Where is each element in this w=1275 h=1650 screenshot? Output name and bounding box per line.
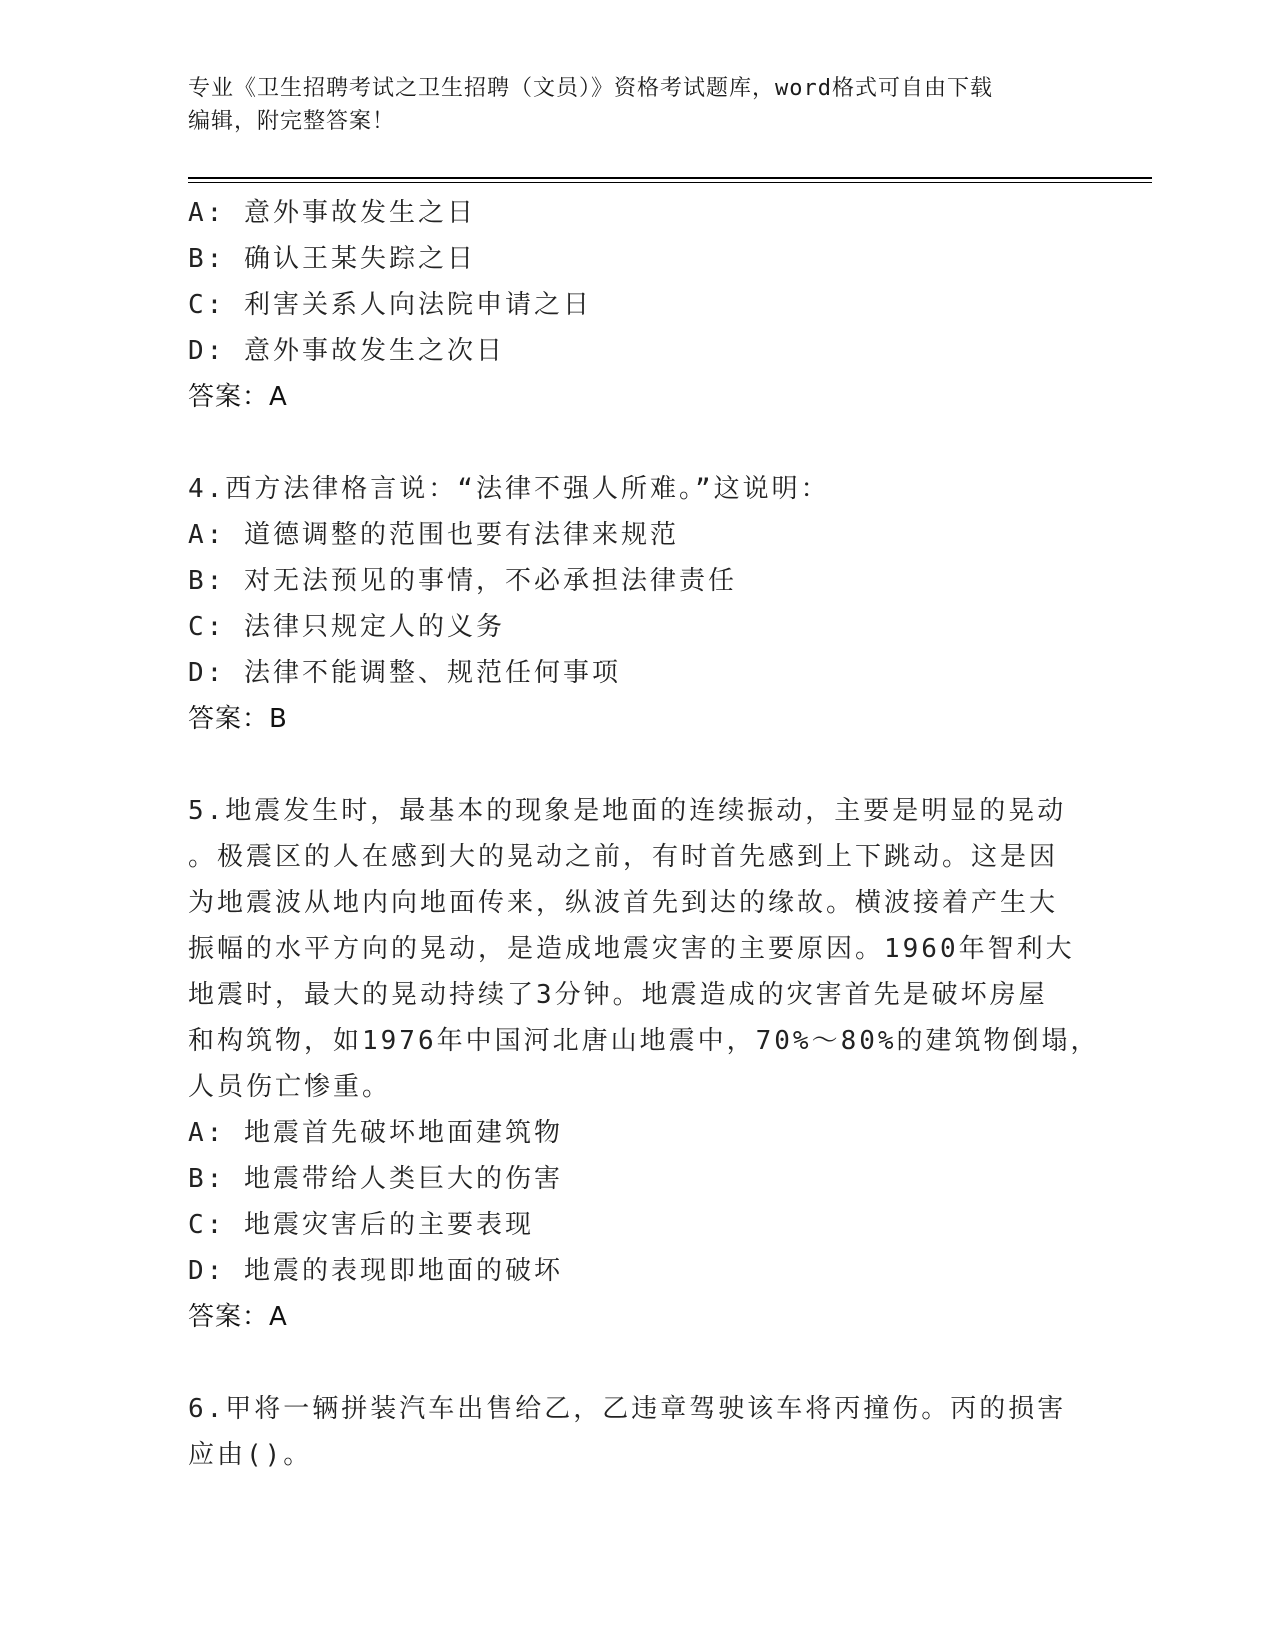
stem-line: 5.地震发生时，最基本的现象是地面的连续振动，主要是明显的晃动 [188, 796, 1067, 826]
question-content [188, 190, 1100, 1478]
option-b: B: 地震带给人类巨大的伤害 [188, 1164, 563, 1194]
option-a: A: 地震首先破坏地面建筑物 [188, 1118, 563, 1148]
option-a: A: 意外事故发生之日 [188, 198, 476, 228]
question-5 [188, 788, 1100, 1340]
question-stem [188, 1386, 1068, 1478]
answer: 答案：A [188, 1302, 288, 1332]
option-d: D: 地震的表现即地面的破坏 [188, 1256, 563, 1286]
stem-line: 和构筑物，如1976年中国河北唐山地震中，70%～80%的建筑物倒塌， [188, 1026, 1100, 1056]
stem-line: 振幅的水平方向的晃动，是造成地震灾害的主要原因。1960年智利大 [188, 934, 1075, 964]
stem-line: 人员伤亡惨重。 [188, 1072, 392, 1102]
option-b: B: 对无法预见的事情，不必承担法律责任 [188, 566, 737, 596]
header-line-2: 编辑，附完整答案！ [188, 109, 396, 134]
stem-line: 地震时，最大的晃动持续了3分钟。地震造成的灾害首先是破坏房屋 [188, 980, 1048, 1010]
option-c: C: 法律只规定人的义务 [188, 612, 505, 642]
header-rule-thick [188, 177, 1152, 179]
stem-line: 为地震波从地内向地面传来，纵波首先到达的缘故。横波接着产生大 [188, 888, 1059, 918]
spacer [188, 420, 1088, 466]
option-d: D: 法律不能调整、规范任何事项 [188, 658, 621, 688]
question-stem [188, 788, 1100, 1110]
question-3 [188, 190, 1088, 420]
document-header [188, 72, 1068, 138]
stem-line: 。极震区的人在感到大的晃动之前，有时首先感到上下跳动。这是因 [188, 842, 1059, 872]
question-6 [188, 1386, 1088, 1478]
answer: 答案：B [188, 704, 288, 734]
option-b: B: 确认王某失踪之日 [188, 244, 476, 274]
option-a: A: 道德调整的范围也要有法律来规范 [188, 520, 679, 550]
answer: 答案：A [188, 382, 288, 412]
header-rule-thin [188, 182, 1152, 183]
question-4 [188, 466, 1088, 742]
question-stem: 4.西方法律格言说：“法律不强人所难。”这说明： [188, 474, 830, 504]
stem-line: 应由()。 [188, 1440, 313, 1470]
option-d: D: 意外事故发生之次日 [188, 336, 505, 366]
option-c: C: 利害关系人向法院申请之日 [188, 290, 592, 320]
header-line-1: 专业《卫生招聘考试之卫生招聘（文员）》资格考试题库，word格式可自由下载 [188, 76, 993, 101]
stem-line: 6.甲将一辆拼装汽车出售给乙，乙违章驾驶该车将丙撞伤。丙的损害 [188, 1394, 1067, 1424]
spacer [188, 742, 1088, 788]
option-c: C: 地震灾害后的主要表现 [188, 1210, 534, 1240]
spacer [188, 1340, 1088, 1386]
